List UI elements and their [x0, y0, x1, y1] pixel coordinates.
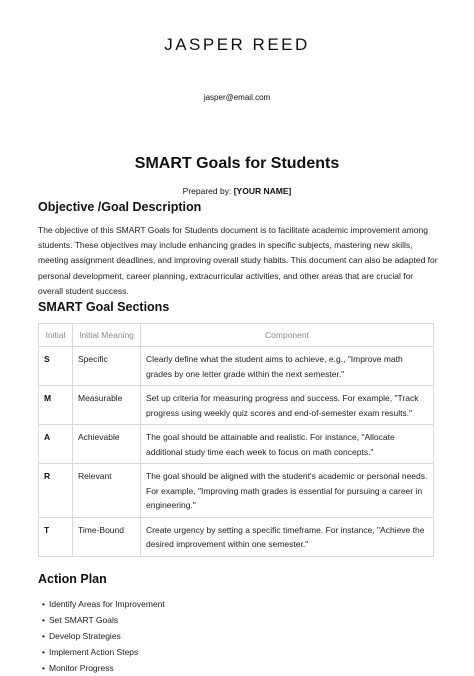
- table-row: [39, 347, 434, 386]
- row-initial: M: [39, 386, 73, 425]
- author-email: jasper@email.com: [203, 93, 271, 102]
- row-meaning: Measurable: [73, 386, 141, 425]
- row-meaning: Relevant: [73, 464, 141, 518]
- list-item: • Implement Action Steps: [42, 644, 165, 660]
- action-plan-list: [42, 596, 165, 676]
- column-header-initial: Initial: [39, 324, 73, 347]
- row-component: Set up criteria for measuring progress and success. For example, "Track progress using weekly quiz scores and end-of-semester exam results.": [141, 386, 434, 425]
- prepared-by-value: [YOUR NAME]: [233, 186, 292, 196]
- row-meaning: Achievable: [73, 425, 141, 464]
- table-header-row: [39, 324, 434, 347]
- column-header-initial-meaning: Initial Meaning: [73, 324, 141, 347]
- row-initial: R: [39, 464, 73, 518]
- author-name: JASPER REED: [164, 35, 310, 54]
- table-row: [39, 425, 434, 464]
- smart-sections-table: [38, 323, 434, 557]
- row-initial: S: [39, 347, 73, 386]
- table-row: [39, 517, 434, 556]
- row-initial: T: [39, 517, 73, 556]
- row-component: The goal should be attainable and realistic. For instance, "Allocate additional study time each week to focus on math concepts.": [141, 425, 434, 464]
- row-component: Clearly define what the student aims to achieve, e.g., "Improve math grades by one letter grade within the next semester.": [141, 347, 434, 386]
- list-item: • Set SMART Goals: [42, 612, 165, 628]
- action-plan-heading: Action Plan: [38, 572, 107, 586]
- sections-heading: SMART Goal Sections: [38, 300, 170, 314]
- prepared-by-label: Prepared by:: [182, 186, 232, 196]
- row-component: Create urgency by setting a specific timeframe. For instance, "Achieve the desired improvement within one semester.": [141, 517, 434, 556]
- objective-paragraph: The objective of this SMART Goals for Students document is to facilitate academic improvement among students. These objectives may include enhancing grades in specific subjects, mastering new skills, meeting assignment deadlines, and improving overall study habits. This document can also be adapted for personal development, career planning, extracurricular activities, and other areas that are crucial for overall student success.: [38, 225, 438, 296]
- table-row: [39, 464, 434, 518]
- objective-heading: Objective /Goal Description: [38, 200, 202, 214]
- list-item: • Monitor Progress: [42, 660, 165, 676]
- list-item: • Identify Areas for Improvement: [42, 596, 165, 612]
- column-header-component: Component: [141, 324, 434, 347]
- list-item: • Develop Strategies: [42, 628, 165, 644]
- prepared-by-line: [0, 186, 474, 196]
- table-row: [39, 386, 434, 425]
- row-meaning: Specific: [73, 347, 141, 386]
- row-meaning: Time-Bound: [73, 517, 141, 556]
- row-initial: A: [39, 425, 73, 464]
- row-component: The goal should be aligned with the student's academic or personal needs. For example, "Improving math grades is essential for pursuing a career in engineering.": [141, 464, 434, 518]
- document-title: SMART Goals for Students: [134, 155, 340, 172]
